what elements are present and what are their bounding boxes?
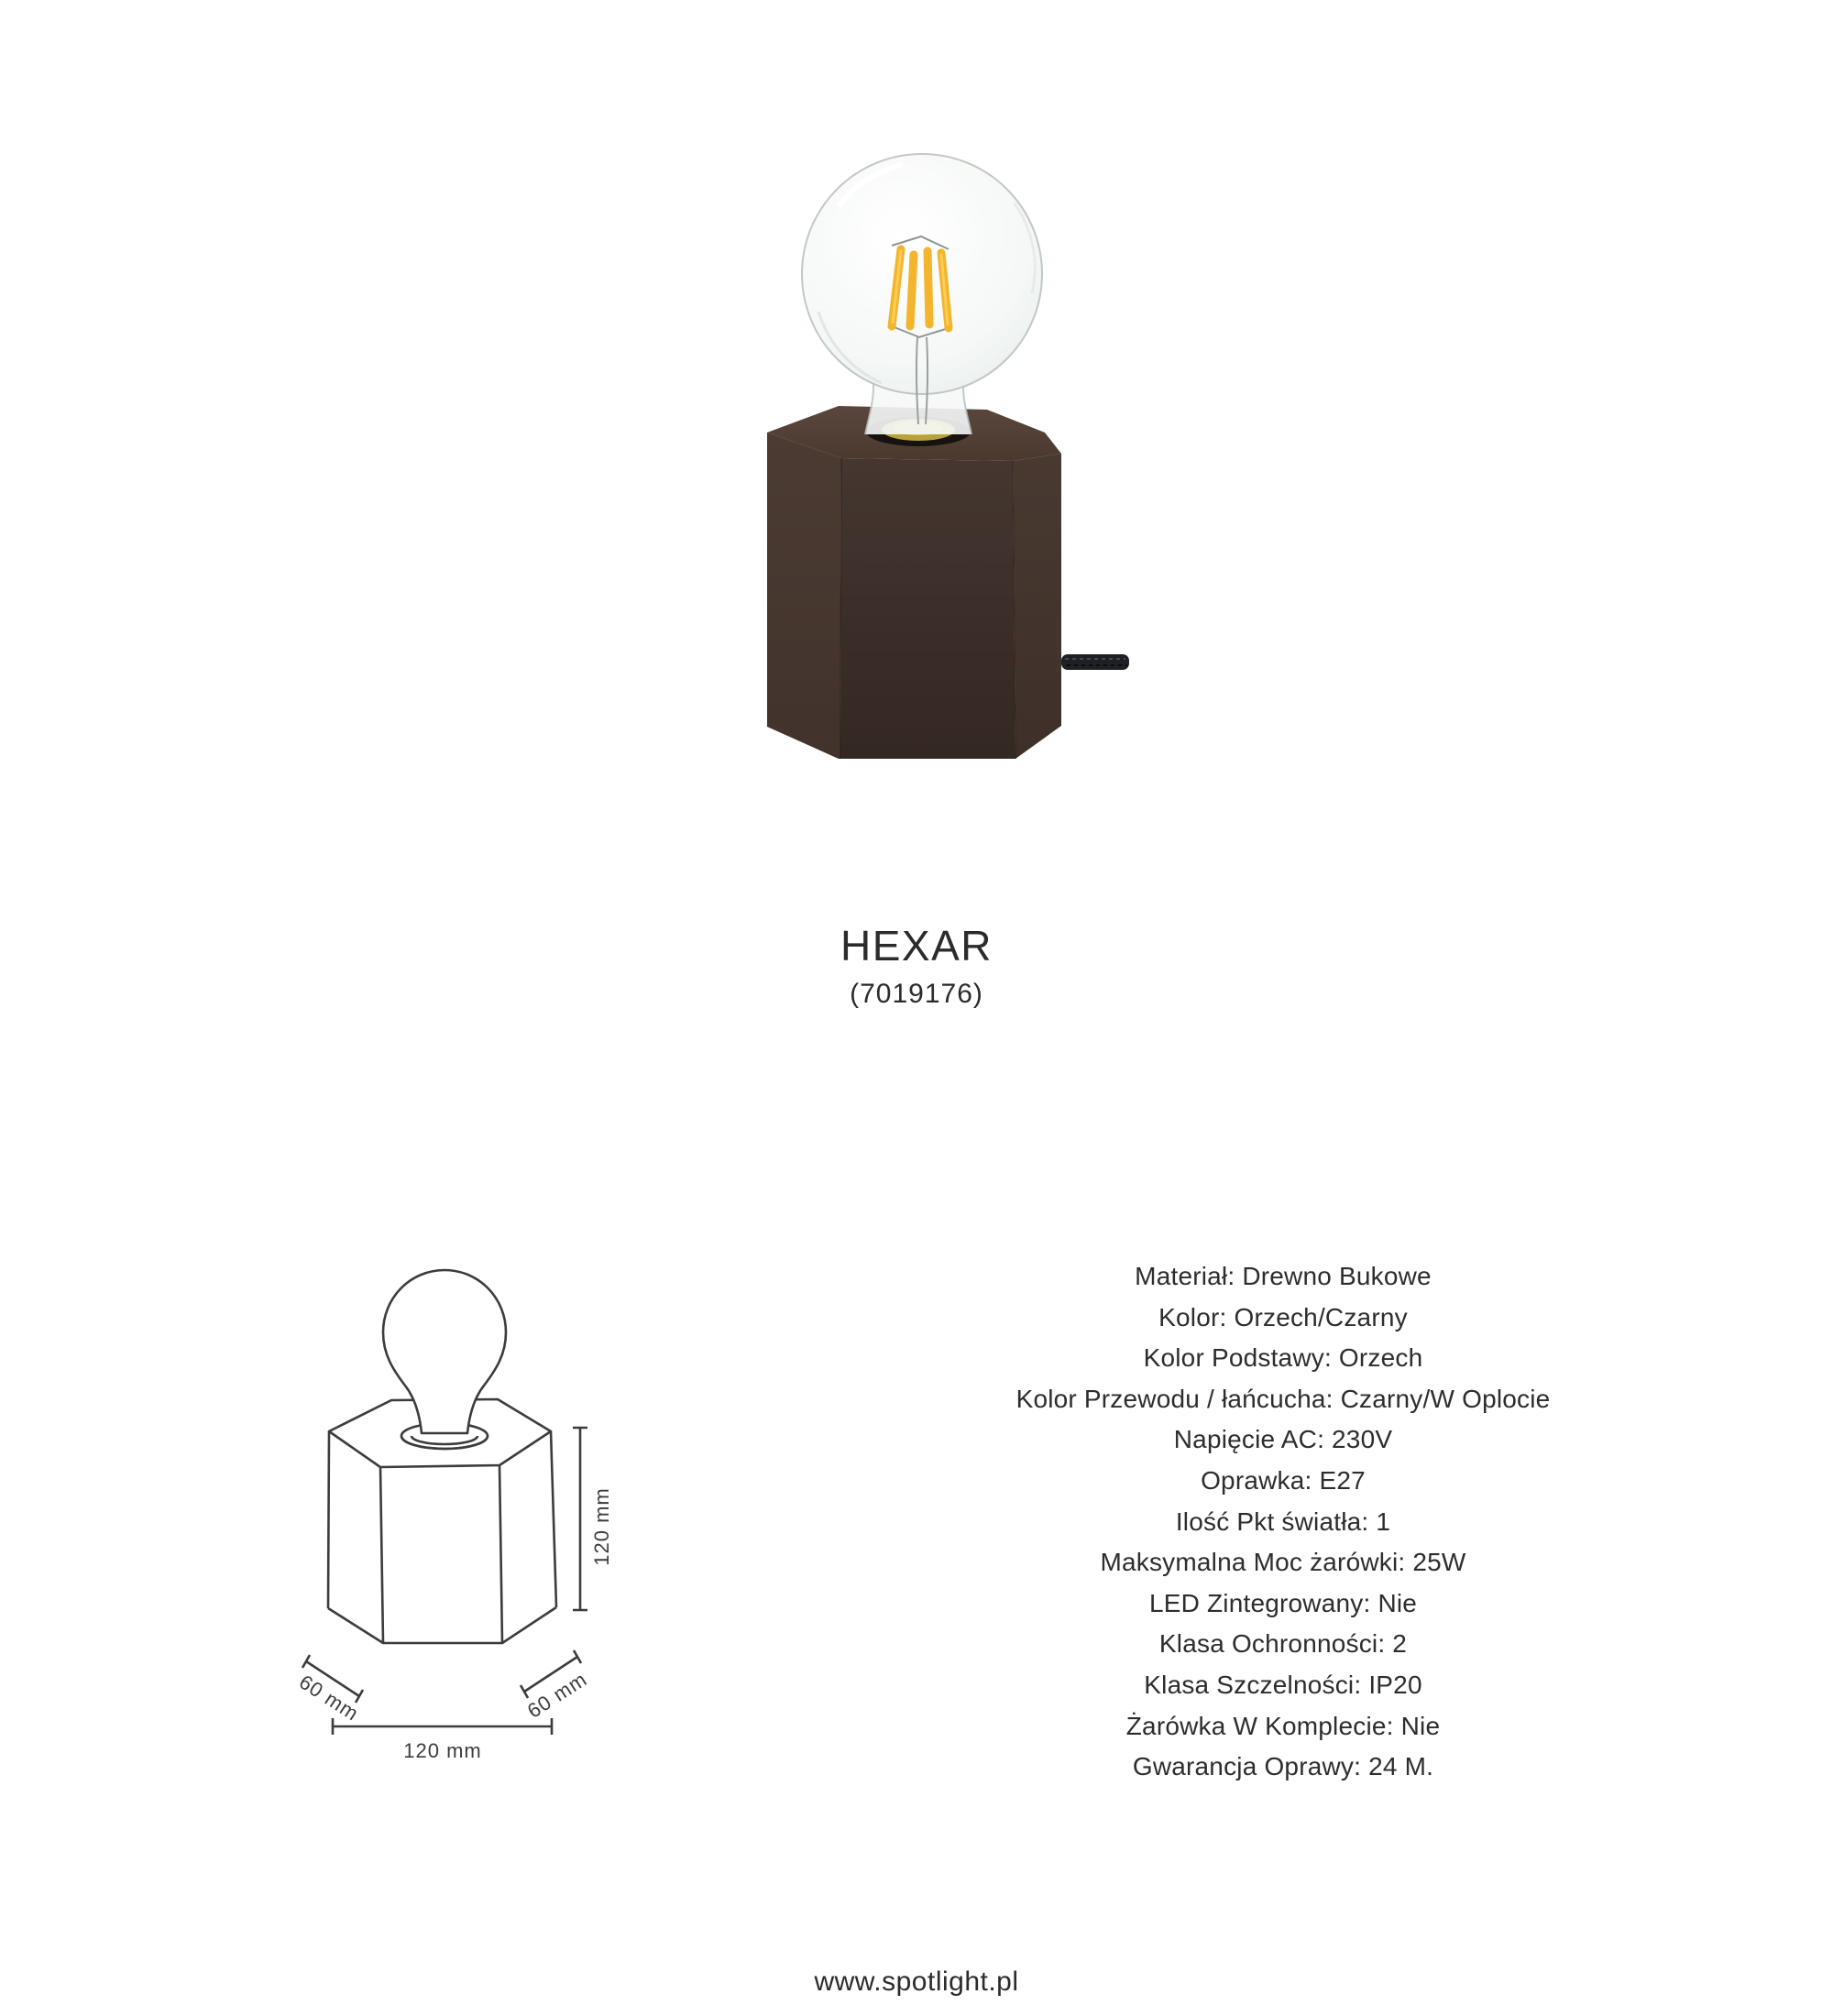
product-photo [697, 128, 1173, 779]
power-cable-image [1061, 654, 1129, 670]
spec-row-base-color [733, 1338, 1833, 1379]
bulb-glass-image [802, 154, 1042, 394]
spec-label: Kolor Przewodu / łańcucha : [1016, 1385, 1341, 1413]
spec-value: Drewno Bukowe [1242, 1262, 1432, 1290]
dim-side-right-label: 60 mm [522, 1667, 592, 1723]
spec-row-color [733, 1298, 1833, 1339]
spec-row-light-points [733, 1502, 1833, 1543]
spec-value: Orzech [1338, 1343, 1423, 1373]
spec-row-cable-color [733, 1379, 1833, 1420]
spec-label: Ilość Pkt światła : [1176, 1507, 1377, 1536]
spec-row-protection-class [733, 1624, 1833, 1665]
spec-value: Nie [1400, 1711, 1441, 1740]
spec-row-voltage [733, 1419, 1833, 1461]
spec-label: Żarówka W Komplecie : [1126, 1712, 1401, 1740]
spec-label: Klasa Szczelności : [1144, 1671, 1368, 1699]
spec-value: E27 [1319, 1465, 1366, 1495]
footer-url: www.spotlight.pl [814, 1967, 1019, 1997]
spec-row-warranty [733, 1747, 1833, 1788]
spec-row-led-integrated [733, 1583, 1833, 1625]
spec-value: 2 [1392, 1629, 1408, 1659]
drawing-hex-base [328, 1399, 556, 1643]
spec-label: Gwarancja Oprawy : [1133, 1752, 1368, 1780]
drawing-dim-width [333, 1718, 552, 1735]
spec-value: 24 M. [1368, 1752, 1434, 1781]
lamp-base-image [767, 406, 1061, 759]
spec-row-ip-class [733, 1665, 1833, 1706]
product-code: (7019176) [850, 979, 983, 1009]
technical-drawing [270, 1237, 664, 1778]
spec-label: Kolor : [1158, 1303, 1234, 1331]
spec-label: Materiał : [1135, 1262, 1242, 1290]
spec-value: 25W [1412, 1548, 1466, 1577]
spec-value: IP20 [1368, 1670, 1422, 1699]
spec-label: Napięcie AC : [1174, 1425, 1332, 1453]
spec-value: 1 [1376, 1507, 1391, 1536]
spec-label: LED Zintegrowany : [1149, 1589, 1378, 1617]
spec-label: Kolor Podstawy : [1144, 1343, 1339, 1372]
spec-label: Klasa Ochronności : [1159, 1629, 1392, 1658]
spec-row-bulb-included [733, 1706, 1833, 1748]
spec-value: Nie [1377, 1588, 1418, 1617]
drawing-dim-height [573, 1428, 587, 1610]
spec-value: 230V [1332, 1425, 1393, 1454]
spec-label: Maksymalna Moc żarówki : [1100, 1548, 1412, 1576]
spec-row-max-power [733, 1542, 1833, 1583]
spec-list [733, 1256, 1833, 1788]
dim-width-label: 120 mm [403, 1739, 482, 1762]
spec-value: Orzech/Czarny [1234, 1302, 1408, 1331]
spec-row-material [733, 1256, 1833, 1298]
dim-side-left-label: 60 mm [294, 1670, 364, 1726]
drawing-bulb [383, 1270, 506, 1449]
product-title: HEXAR [840, 922, 993, 970]
dim-height-label: 120 mm [590, 1487, 613, 1566]
spec-label: Oprawka : [1201, 1466, 1319, 1495]
spec-value: Czarny/W Oplocie [1340, 1384, 1551, 1413]
spec-row-socket [733, 1461, 1833, 1502]
